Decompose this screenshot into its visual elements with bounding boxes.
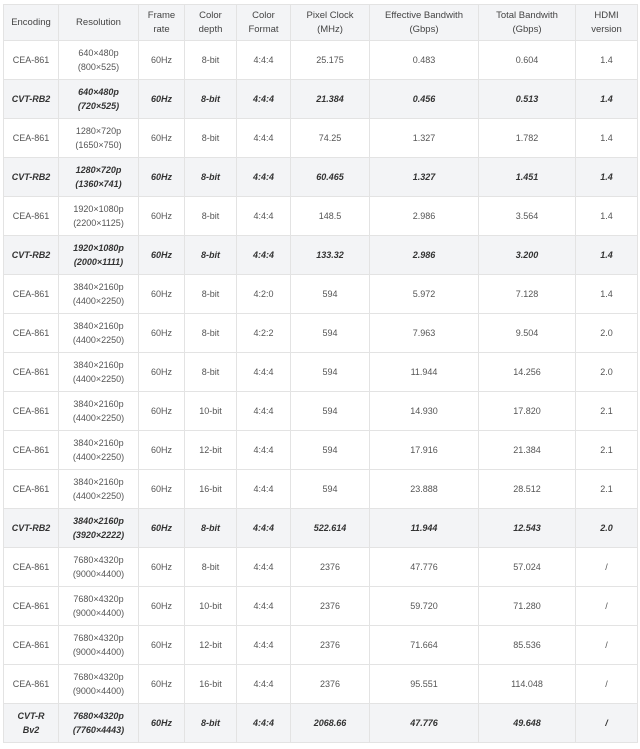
hdmi-version-cell: 2.1 [576, 392, 638, 431]
total-bandwidth-cell: 14.256 [479, 353, 576, 392]
resolution-active: 7680×4320p [73, 711, 124, 721]
header-text: Pixel Clock [306, 9, 354, 21]
resolution-cell [59, 158, 139, 197]
header-text: Resolution [76, 16, 121, 28]
effective-bandwidth-cell: 23.888 [370, 470, 479, 509]
encoding-cell: CEA-861 [4, 314, 59, 353]
color-format-cell: 4:4:4 [237, 470, 291, 509]
pixel-clock-cell: 594 [291, 353, 370, 392]
table-row [4, 470, 638, 509]
color-format-cell: 4:4:4 [237, 41, 291, 80]
effective-bandwidth-cell: 5.972 [370, 275, 479, 314]
effective-bandwidth-cell: 11.944 [370, 509, 479, 548]
hdmi-version-cell: 1.4 [576, 236, 638, 275]
resolution-total: (9000×4400) [72, 686, 125, 696]
color-format-cell: 4:4:4 [237, 665, 291, 704]
resolution-cell [59, 470, 139, 509]
resolution-cell [59, 548, 139, 587]
pixel-clock-cell: 148.5 [291, 197, 370, 236]
pixel-clock-cell: 2376 [291, 665, 370, 704]
encoding-cell: CEA-861 [4, 431, 59, 470]
resolution-cell [59, 704, 139, 743]
pixel-clock-cell: 594 [291, 470, 370, 509]
frame-rate-cell: 60Hz [139, 509, 185, 548]
table-row [4, 275, 638, 314]
frame-rate-cell: 60Hz [139, 587, 185, 626]
total-bandwidth-cell: 85.536 [479, 626, 576, 665]
frame-rate-cell: 60Hz [139, 119, 185, 158]
header-text: Total Bandwith [496, 9, 558, 21]
encoding-cell: CEA-861 [4, 119, 59, 158]
hdmi-version-cell: 1.4 [576, 41, 638, 80]
effective-bandwidth-cell: 59.720 [370, 587, 479, 626]
hdmi-version-cell: 2.1 [576, 431, 638, 470]
color-depth-cell: 16-bit [185, 665, 237, 704]
pixel-clock-cell: 21.384 [291, 80, 370, 119]
resolution-active: 3840×2160p [73, 477, 124, 487]
table-row [4, 158, 638, 197]
resolution-active: 3840×2160p [73, 360, 124, 370]
pixel-clock-cell: 133.32 [291, 236, 370, 275]
effective-bandwidth-cell: 47.776 [370, 704, 479, 743]
encoding-cell: CEA-861 [4, 275, 59, 314]
color-format-cell: 4:4:4 [237, 509, 291, 548]
color-depth-cell: 10-bit [185, 587, 237, 626]
total-bandwidth-cell: 49.648 [479, 704, 576, 743]
hdmi-bandwidth-table [3, 4, 638, 743]
encoding-cell: CEA-861 [4, 587, 59, 626]
effective-bandwidth-cell: 1.327 [370, 158, 479, 197]
table-row [4, 665, 638, 704]
header-encoding [4, 5, 59, 41]
hdmi-version-cell: 2.0 [576, 314, 638, 353]
frame-rate-cell: 60Hz [139, 626, 185, 665]
table-row [4, 236, 638, 275]
header-effective-bandwidth [370, 5, 479, 41]
color-depth-cell: 16-bit [185, 470, 237, 509]
table-row [4, 431, 638, 470]
resolution-active: 640×480p [78, 87, 119, 97]
hdmi-version-cell: / [576, 665, 638, 704]
hdmi-version-cell: 1.4 [576, 158, 638, 197]
frame-rate-cell: 60Hz [139, 704, 185, 743]
color-depth-cell: 10-bit [185, 392, 237, 431]
table-row [4, 704, 638, 743]
color-format-cell: 4:4:4 [237, 119, 291, 158]
table-row [4, 392, 638, 431]
header-text: (Gbps) [512, 23, 542, 35]
pixel-clock-cell: 594 [291, 392, 370, 431]
resolution-active: 7680×4320p [73, 672, 124, 682]
pixel-clock-cell: 594 [291, 275, 370, 314]
pixel-clock-cell: 60.465 [291, 158, 370, 197]
resolution-cell [59, 353, 139, 392]
resolution-total: (4400×2250) [72, 413, 125, 423]
resolution-cell [59, 236, 139, 275]
pixel-clock-cell: 2376 [291, 626, 370, 665]
header-color-format [237, 5, 291, 41]
total-bandwidth-cell: 17.820 [479, 392, 576, 431]
pixel-clock-cell: 25.175 [291, 41, 370, 80]
encoding-cell: CVT-RB2 [4, 158, 59, 197]
encoding-cell: CVT-RB2 [4, 80, 59, 119]
resolution-active: 3840×2160p [73, 399, 124, 409]
table-row [4, 197, 638, 236]
color-depth-cell: 8-bit [185, 119, 237, 158]
table-row [4, 353, 638, 392]
encoding-cell: CVT-RB2 [4, 236, 59, 275]
pixel-clock-cell: 74.25 [291, 119, 370, 158]
resolution-total: (3920×2222) [72, 530, 125, 540]
resolution-total: (4400×2250) [72, 452, 125, 462]
frame-rate-cell: 60Hz [139, 314, 185, 353]
encoding-cell: CEA-861 [4, 665, 59, 704]
hdmi-version-cell: / [576, 626, 638, 665]
resolution-cell [59, 665, 139, 704]
resolution-active: 1280×720p [75, 165, 122, 175]
resolution-total: (4400×2250) [72, 491, 125, 501]
encoding-cell: CEA-861 [4, 548, 59, 587]
resolution-active: 7680×4320p [73, 555, 124, 565]
frame-rate-cell: 60Hz [139, 548, 185, 587]
resolution-cell [59, 119, 139, 158]
total-bandwidth-cell: 0.513 [479, 80, 576, 119]
header-text: HDMI [594, 9, 619, 21]
effective-bandwidth-cell: 0.483 [370, 41, 479, 80]
color-depth-cell: 8-bit [185, 236, 237, 275]
total-bandwidth-cell: 0.604 [479, 41, 576, 80]
resolution-total: (720×525) [77, 101, 120, 111]
color-format-cell: 4:4:4 [237, 626, 291, 665]
hdmi-version-cell: 2.0 [576, 509, 638, 548]
header-hdmi-version [576, 5, 638, 41]
frame-rate-cell: 60Hz [139, 431, 185, 470]
header-text: depth [198, 23, 223, 35]
resolution-active: 3840×2160p [73, 321, 124, 331]
hdmi-version-cell: 2.1 [576, 470, 638, 509]
resolution-cell [59, 41, 139, 80]
resolution-cell [59, 197, 139, 236]
frame-rate-cell: 60Hz [139, 665, 185, 704]
frame-rate-cell: 60Hz [139, 392, 185, 431]
color-format-cell: 4:4:4 [237, 236, 291, 275]
total-bandwidth-cell: 3.564 [479, 197, 576, 236]
color-format-cell: 4:4:4 [237, 704, 291, 743]
resolution-active: 1920×1080p [73, 243, 124, 253]
resolution-cell [59, 392, 139, 431]
resolution-active: 3840×2160p [73, 516, 124, 526]
resolution-total: (4400×2250) [72, 335, 125, 345]
encoding-cell: CEA-861 [4, 197, 59, 236]
resolution-active: 7680×4320p [73, 594, 124, 604]
table-body [4, 41, 638, 743]
header-frame-rate [139, 5, 185, 41]
effective-bandwidth-cell: 95.551 [370, 665, 479, 704]
table-row [4, 314, 638, 353]
table-row [4, 119, 638, 158]
pixel-clock-cell: 2068.66 [291, 704, 370, 743]
resolution-total: (2200×1125) [73, 218, 124, 228]
color-depth-cell: 8-bit [185, 704, 237, 743]
effective-bandwidth-cell: 71.664 [370, 626, 479, 665]
header-text: Format [248, 23, 279, 35]
resolution-cell [59, 626, 139, 665]
encoding-cell [4, 704, 59, 743]
header-resolution [59, 5, 139, 41]
pixel-clock-cell: 2376 [291, 548, 370, 587]
effective-bandwidth-cell: 7.963 [370, 314, 479, 353]
color-depth-cell: 8-bit [185, 158, 237, 197]
header-text: Effective Bandwith [385, 9, 463, 21]
frame-rate-cell: 60Hz [139, 41, 185, 80]
color-depth-cell: 8-bit [185, 509, 237, 548]
color-format-cell: 4:4:4 [237, 353, 291, 392]
hdmi-version-cell: 1.4 [576, 80, 638, 119]
resolution-total: (1360×741) [75, 179, 122, 189]
resolution-cell [59, 275, 139, 314]
color-format-cell: 4:4:4 [237, 80, 291, 119]
color-depth-cell: 8-bit [185, 275, 237, 314]
table-row [4, 626, 638, 665]
color-format-cell: 4:4:4 [237, 158, 291, 197]
color-format-cell: 4:4:4 [237, 431, 291, 470]
total-bandwidth-cell: 114.048 [479, 665, 576, 704]
resolution-cell [59, 80, 139, 119]
pixel-clock-cell: 522.614 [291, 509, 370, 548]
effective-bandwidth-cell: 0.456 [370, 80, 479, 119]
resolution-total: (800×525) [77, 62, 120, 72]
header-row [4, 5, 638, 41]
resolution-total: (4400×2250) [72, 374, 125, 384]
hdmi-version-cell: 1.4 [576, 119, 638, 158]
resolution-active: 1280×720p [75, 126, 122, 136]
header-text: (Gbps) [409, 23, 439, 35]
color-depth-cell: 12-bit [185, 626, 237, 665]
color-format-cell: 4:4:4 [237, 392, 291, 431]
effective-bandwidth-cell: 11.944 [370, 353, 479, 392]
color-depth-cell: 8-bit [185, 41, 237, 80]
table-row [4, 509, 638, 548]
header-text: Encoding [11, 16, 51, 28]
total-bandwidth-cell: 28.512 [479, 470, 576, 509]
color-format-cell: 4:4:4 [237, 587, 291, 626]
effective-bandwidth-cell: 2.986 [370, 197, 479, 236]
total-bandwidth-cell: 3.200 [479, 236, 576, 275]
effective-bandwidth-cell: 17.916 [370, 431, 479, 470]
color-format-cell: 4:2:2 [237, 314, 291, 353]
resolution-total: (4400×2250) [72, 296, 125, 306]
resolution-total: (1650×750) [75, 140, 122, 150]
color-format-cell: 4:2:0 [237, 275, 291, 314]
resolution-total: (7760×4443) [72, 725, 125, 735]
total-bandwidth-cell: 57.024 [479, 548, 576, 587]
frame-rate-cell: 60Hz [139, 275, 185, 314]
pixel-clock-cell: 2376 [291, 587, 370, 626]
encoding-cell: CEA-861 [4, 392, 59, 431]
table-header [4, 5, 638, 41]
resolution-cell [59, 509, 139, 548]
color-depth-cell: 8-bit [185, 548, 237, 587]
hdmi-version-cell: 1.4 [576, 197, 638, 236]
hdmi-bandwidth-table-container [3, 4, 637, 743]
color-depth-cell: 8-bit [185, 80, 237, 119]
hdmi-version-cell: 2.0 [576, 353, 638, 392]
frame-rate-cell: 60Hz [139, 197, 185, 236]
hdmi-version-cell: 1.4 [576, 275, 638, 314]
total-bandwidth-cell: 1.451 [479, 158, 576, 197]
table-row [4, 548, 638, 587]
frame-rate-cell: 60Hz [139, 470, 185, 509]
total-bandwidth-cell: 1.782 [479, 119, 576, 158]
resolution-active: 3840×2160p [73, 438, 124, 448]
hdmi-version-cell: / [576, 587, 638, 626]
pixel-clock-cell: 594 [291, 314, 370, 353]
frame-rate-cell: 60Hz [139, 236, 185, 275]
effective-bandwidth-cell: 1.327 [370, 119, 479, 158]
color-depth-cell: 8-bit [185, 314, 237, 353]
table-row [4, 41, 638, 80]
header-text: Color [252, 9, 275, 21]
total-bandwidth-cell: 12.543 [479, 509, 576, 548]
effective-bandwidth-cell: 2.986 [370, 236, 479, 275]
effective-bandwidth-cell: 14.930 [370, 392, 479, 431]
table-row [4, 80, 638, 119]
effective-bandwidth-cell: 47.776 [370, 548, 479, 587]
encoding-cell: CEA-861 [4, 353, 59, 392]
resolution-cell [59, 314, 139, 353]
header-text: version [591, 23, 622, 35]
color-format-cell: 4:4:4 [237, 197, 291, 236]
table-row [4, 587, 638, 626]
header-color-depth [185, 5, 237, 41]
header-text: Frame [147, 9, 176, 21]
header-total-bandwidth [479, 5, 576, 41]
resolution-active: 1920×1080p [73, 204, 124, 214]
color-depth-cell: 8-bit [185, 197, 237, 236]
resolution-active: 3840×2160p [73, 282, 124, 292]
resolution-cell [59, 587, 139, 626]
total-bandwidth-cell: 71.280 [479, 587, 576, 626]
resolution-total: (9000×4400) [72, 647, 125, 657]
encoding-cell: CEA-861 [4, 470, 59, 509]
color-depth-cell: 12-bit [185, 431, 237, 470]
header-text: Color [199, 9, 222, 21]
total-bandwidth-cell: 9.504 [479, 314, 576, 353]
resolution-total: (9000×4400) [72, 608, 125, 618]
resolution-cell [59, 431, 139, 470]
hdmi-version-cell: / [576, 704, 638, 743]
encoding-text: CVT-RBv2 [17, 711, 45, 735]
encoding-cell: CVT-RB2 [4, 509, 59, 548]
resolution-total: (9000×4400) [72, 569, 125, 579]
total-bandwidth-cell: 7.128 [479, 275, 576, 314]
total-bandwidth-cell: 21.384 [479, 431, 576, 470]
resolution-active: 7680×4320p [73, 633, 124, 643]
color-format-cell: 4:4:4 [237, 548, 291, 587]
header-pixel-clock [291, 5, 370, 41]
header-text: rate [153, 23, 170, 35]
frame-rate-cell: 60Hz [139, 353, 185, 392]
encoding-cell: CEA-861 [4, 41, 59, 80]
encoding-cell: CEA-861 [4, 626, 59, 665]
header-text: (MHz) [317, 23, 343, 35]
frame-rate-cell: 60Hz [139, 158, 185, 197]
frame-rate-cell: 60Hz [139, 80, 185, 119]
color-depth-cell: 8-bit [185, 353, 237, 392]
pixel-clock-cell: 594 [291, 431, 370, 470]
hdmi-version-cell: / [576, 548, 638, 587]
resolution-active: 640×480p [78, 48, 119, 58]
resolution-total: (2000×1111) [73, 257, 124, 267]
